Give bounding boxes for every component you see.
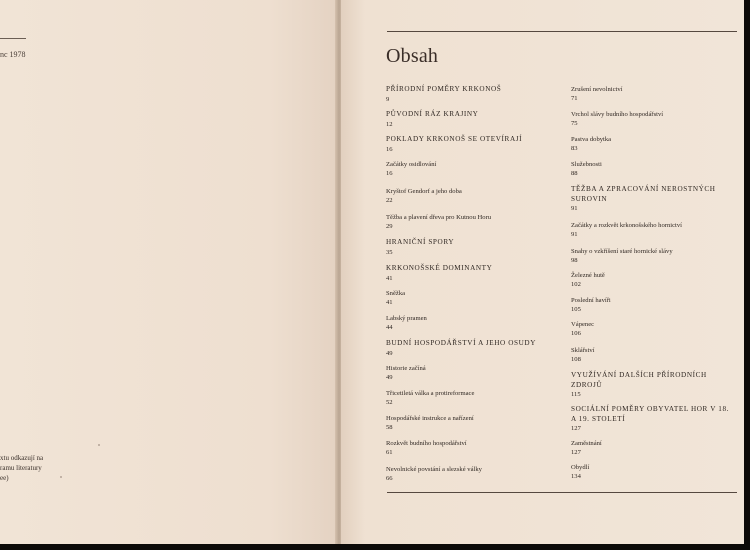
- toc-entry-page: 49: [386, 349, 393, 357]
- top-rule: [387, 31, 737, 32]
- toc-entry: [571, 135, 736, 153]
- toc-entry-title: Sněžka: [386, 290, 406, 297]
- toc-entry: [571, 296, 736, 314]
- toc-entry: [571, 247, 736, 265]
- toc-entry-title: POKLADY KRKONOŠ SE OTEVÍRAJÍ: [386, 135, 523, 143]
- toc-entry: [386, 213, 561, 231]
- toc-entry-title: Rozkvět budního hospodářství: [386, 440, 467, 447]
- toc-entry-title: TĚŽBA A ZPRACOVÁNÍ NEROSTNÝCH SUROVIN: [571, 185, 716, 203]
- toc-entry-title: Služebnosti: [571, 161, 602, 168]
- toc-entry-title: VYUŽÍVÁNÍ DALŠÍCH PŘÍRODNÍCH ZDROJŮ: [571, 371, 707, 389]
- toc-entry-page: 91: [571, 231, 578, 238]
- toc-entry-title: Zaměstnání: [571, 440, 602, 447]
- paper-speck: [60, 476, 62, 478]
- toc-entry-page: 29: [386, 223, 393, 230]
- toc-entry-page: 98: [571, 257, 578, 264]
- toc-entry-title: Obydlí: [571, 464, 590, 471]
- toc-entry: [571, 320, 736, 338]
- toc-entry: [571, 371, 736, 399]
- left-note-line: ee): [0, 474, 9, 482]
- left-note-line: xtu odkazují na: [0, 454, 44, 462]
- toc-entry-page: 41: [386, 299, 393, 306]
- toc-entry: [386, 85, 561, 104]
- toc-entry: [386, 439, 561, 457]
- toc-entry-title: Začátky a rozkvět krkonošského hornictví: [571, 222, 682, 229]
- left-page-rule: [0, 38, 26, 39]
- paper-speck: [98, 444, 100, 446]
- toc-entry-title: Kryštof Gendorf a jeho doba: [386, 188, 462, 195]
- toc-entry-page: 49: [386, 374, 393, 381]
- toc-entry: [386, 314, 561, 332]
- toc-entry-title: SOCIÁLNÍ POMĚRY OBYVATEL HOR V 18. A 19. STOLETÍ: [571, 405, 730, 423]
- toc-entry-page: 102: [571, 281, 581, 288]
- toc-entry: [571, 110, 736, 128]
- toc-entry-page: 44: [386, 324, 393, 331]
- toc-entry: [571, 185, 736, 213]
- toc-entry-page: 35: [386, 248, 393, 256]
- toc-entry-title: PŘÍRODNÍ POMĚRY KRKONOŠ: [386, 85, 502, 93]
- toc-entry-page: 75: [571, 120, 578, 127]
- toc-entry-title: Nevolnické povstání a slezské války: [386, 466, 482, 473]
- toc-entry: [386, 339, 561, 358]
- toc-entry-title: Poslední havíři: [571, 297, 611, 304]
- toc-entry-page: 108: [571, 356, 581, 363]
- toc-entry-page: 58: [386, 424, 393, 431]
- toc-entry-page: 127: [571, 449, 581, 456]
- left-note-line: ramu literatury: [0, 464, 42, 472]
- toc-entry-title: Labský pramen: [386, 315, 427, 322]
- toc-entry-title: BUDNÍ HOSPODÁŘSTVÍ A JEHO OSUDY: [386, 339, 536, 347]
- page-title: Obsah: [386, 45, 439, 67]
- toc-entry-page: 106: [571, 330, 581, 337]
- left-page: [0, 0, 337, 544]
- toc-entry: [571, 346, 736, 364]
- toc-entry: [386, 135, 561, 154]
- toc-entry-title: Železné hutě: [571, 272, 605, 279]
- toc-entry-page: 115: [571, 391, 581, 398]
- toc-entry-title: Snahy o vzkříšení staré hornické slávy: [571, 248, 673, 255]
- toc-entry: [571, 160, 736, 178]
- toc-entry: [386, 289, 561, 307]
- toc-entry-page: 61: [386, 449, 393, 456]
- toc-entry-title: Hospodářské instrukce a nařízení: [386, 415, 474, 422]
- toc-entry: [386, 110, 561, 129]
- toc-entry-title: KRKONOŠSKÉ DOMINANTY: [386, 264, 493, 272]
- toc-entry-title: Třicetiletá válka a protireformace: [386, 390, 475, 397]
- bottom-rule: [387, 492, 737, 493]
- toc-entry-page: 134: [571, 473, 581, 480]
- toc-entry-page: 71: [571, 95, 578, 102]
- left-page-top-fragment: nc 1978: [0, 50, 26, 59]
- toc-entry-title: Začátky osidlování: [386, 161, 437, 168]
- toc-entry-page: 105: [571, 306, 581, 313]
- toc-entry-page: 22: [386, 197, 393, 204]
- toc-entry-title: Zrušení nevolnictví: [571, 86, 623, 93]
- toc-entry: [386, 238, 561, 257]
- toc-entry-page: 88: [571, 170, 578, 177]
- toc-entry-title: Vápenec: [571, 321, 595, 328]
- toc-entry-title: Pastva dobytka: [571, 136, 612, 143]
- toc-entry-page: 83: [571, 145, 578, 152]
- toc-entry: [571, 221, 736, 239]
- left-page-note: [0, 453, 43, 483]
- toc-entry-title: Těžba a plavení dřeva pro Kutnou Horu: [386, 214, 492, 221]
- toc-entry: [571, 405, 736, 433]
- toc-entry: [386, 264, 561, 283]
- toc-entry: [386, 414, 561, 432]
- toc-entry: [386, 160, 561, 178]
- toc-entry-page: 91: [571, 205, 578, 212]
- toc-entry-page: 66: [386, 475, 393, 482]
- toc-entry-page: 16: [386, 145, 393, 153]
- toc-entry: [571, 463, 736, 481]
- toc-entry-page: 52: [386, 399, 393, 406]
- toc-entry-title: Sklářství: [571, 347, 595, 354]
- toc-entry-page: 41: [386, 274, 393, 282]
- toc-entry: [571, 439, 736, 457]
- toc-entry-title: Historie začíná: [386, 365, 426, 372]
- toc-entry-page: 12: [386, 120, 393, 128]
- toc-entry-title: Vrchol slávy budního hospodářství: [571, 111, 664, 118]
- toc-entry-page: 16: [386, 170, 393, 177]
- toc-entry: [386, 364, 561, 382]
- toc-entry-title: HRANIČNÍ SPORY: [386, 238, 455, 246]
- toc-entry-page: 127: [571, 425, 581, 432]
- toc-entry: [386, 187, 561, 205]
- toc-entry-title: PŮVODNÍ RÁZ KRAJINY: [386, 110, 479, 118]
- toc-entry: [571, 271, 736, 289]
- toc-entry-page: 9: [386, 95, 390, 103]
- toc-entry: [571, 85, 736, 103]
- toc-entry: [386, 389, 561, 407]
- toc-entry: [386, 465, 561, 483]
